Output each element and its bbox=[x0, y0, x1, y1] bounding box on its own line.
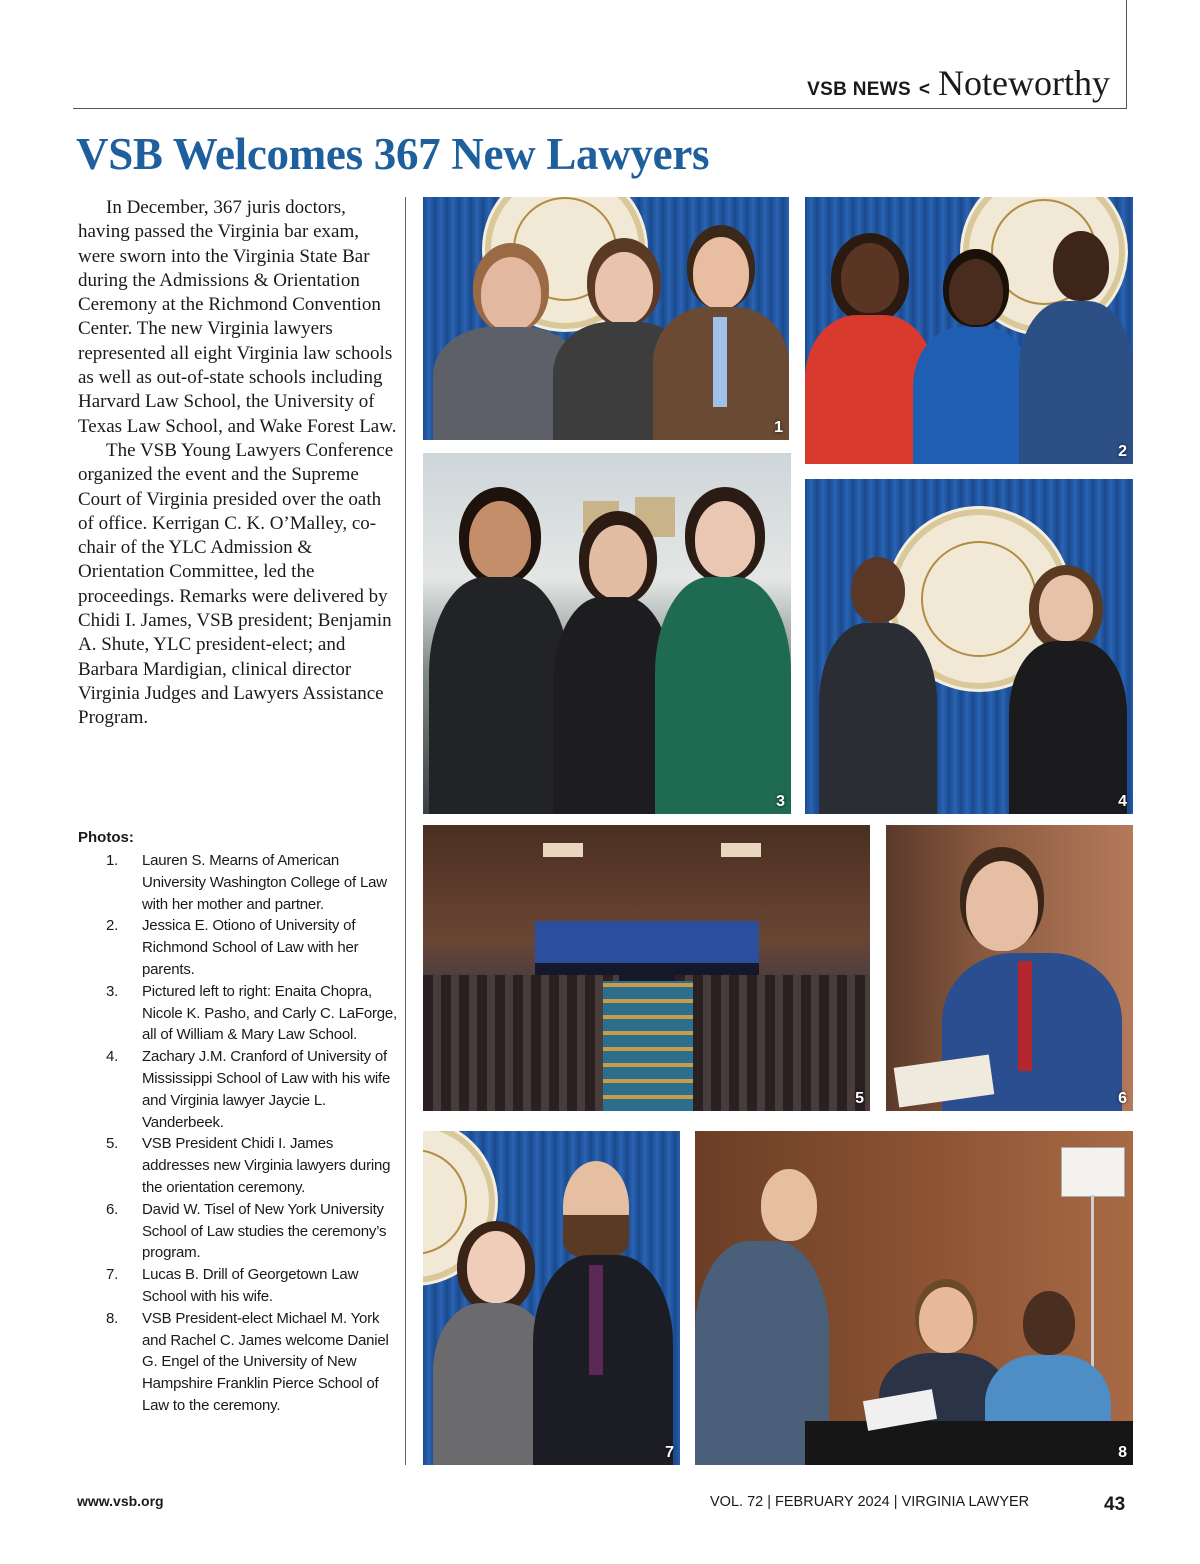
header-horizontal-rule bbox=[73, 108, 1127, 109]
caption-item bbox=[78, 1133, 398, 1198]
sign-image bbox=[635, 497, 675, 537]
caption-text: Zachary J.M. Cranford of University of Mississippi School of Law with his wife and Virginia lawyer Jaycie L. Vanderbeek. bbox=[142, 1048, 391, 1131]
photo-captions bbox=[78, 850, 398, 1417]
caption-number: 4. bbox=[106, 1048, 119, 1066]
caption-item bbox=[78, 1264, 398, 1308]
caption-number: 5. bbox=[106, 1135, 119, 1153]
caption-item bbox=[78, 981, 398, 1046]
section-separator: < bbox=[918, 79, 931, 100]
caption-item bbox=[78, 850, 398, 915]
caption-number: 7. bbox=[106, 1266, 119, 1284]
photo-5 bbox=[423, 825, 870, 1111]
header-vertical-rule bbox=[1126, 0, 1127, 108]
registration-table bbox=[805, 1421, 1133, 1465]
caption-number: 8. bbox=[106, 1309, 119, 1327]
body-paragraph-1: In December, 367 juris doctors, having passed the Virginia bar exam, were sworn into the Virginia State Bar during the Admissions & Orientation Ceremony at the Richmond Convention Center. The new Virginia lawyers represented all eight Virginia law schools as well as out-of-state schools including Harvard Law School, the University of Texas Law School, and Wake Forest Law. bbox=[78, 197, 397, 437]
photo-2 bbox=[805, 197, 1133, 464]
light-fixture bbox=[721, 843, 761, 857]
photo-7 bbox=[423, 1131, 680, 1465]
photo-number: 5 bbox=[855, 1090, 864, 1107]
photo-8 bbox=[695, 1131, 1133, 1465]
caption-number: 2. bbox=[106, 917, 119, 935]
photo-number: 1 bbox=[774, 419, 783, 436]
photo-number: 6 bbox=[1118, 1090, 1127, 1107]
photo-4 bbox=[805, 479, 1133, 814]
photo-number: 8 bbox=[1118, 1444, 1127, 1461]
photos-label: Photos: bbox=[78, 829, 134, 846]
photo-6 bbox=[886, 825, 1133, 1111]
stage-backdrop bbox=[535, 921, 759, 969]
caption-text: VSB President Chidi I. James addresses new Virginia lawyers during the orientation ceremony. bbox=[142, 1135, 391, 1196]
caption-text: Pictured left to right: Enaita Chopra, Nicole K. Pasho, and Carly C. LaForge, all of William & Mary Law School. bbox=[142, 982, 398, 1044]
article-headline: VSB Welcomes 367 New Lawyers bbox=[76, 129, 710, 179]
audience bbox=[423, 975, 619, 1111]
caption-text: Lucas B. Drill of Georgetown Law School with his wife. bbox=[142, 1266, 359, 1305]
caption-item bbox=[78, 1199, 398, 1264]
caption-text: Lauren S. Mearns of American University Washington College of Law with her mother and partner. bbox=[142, 852, 387, 913]
photo-number: 7 bbox=[665, 1444, 674, 1461]
caption-text: David W. Tisel of New York University School of Law studies the ceremony’s program. bbox=[142, 1200, 387, 1262]
caption-number: 3. bbox=[106, 982, 119, 1000]
audience bbox=[675, 975, 870, 1111]
section-header bbox=[807, 62, 1110, 104]
footer-issue: VOL. 72 | FEBRUARY 2024 | VIRGINIA LAWYER bbox=[710, 1494, 1030, 1510]
subsection-name: Noteworthy bbox=[938, 63, 1110, 103]
photo-1 bbox=[423, 197, 789, 440]
photo-number: 4 bbox=[1118, 793, 1127, 810]
carpet-aisle bbox=[603, 981, 693, 1111]
light-fixture bbox=[543, 843, 583, 857]
caption-text: VSB President-elect Michael M. York and Rachel C. James welcome Daniel G. Engel of the University of New Hampshire Franklin Pierce School of Law to the ceremony. bbox=[142, 1309, 389, 1414]
caption-number: 1. bbox=[106, 852, 119, 869]
section-name: VSB NEWS bbox=[807, 79, 911, 100]
caption-item bbox=[78, 1046, 398, 1133]
caption-number: 6. bbox=[106, 1200, 119, 1218]
article-body bbox=[78, 196, 400, 731]
photo-number: 2 bbox=[1118, 443, 1127, 460]
body-paragraph-2: The VSB Young Lawyers Conference organized the event and the Supreme Court of Virginia presided over the oath of office. Kerrigan C. K. O’Malley, co-chair of the YLC Admission & Orientation Committee, led the proceedings. Remarks were delivered by Chidi I. James, VSB president; Benjamin A. Shute, YLC president-elect; and Barbara Mardigian, clinical director Virginia Judges and Lawyers Assistance Program. bbox=[78, 439, 394, 729]
footer-url: www.vsb.org bbox=[77, 1493, 164, 1509]
page-number: 43 bbox=[1104, 1494, 1126, 1515]
caption-item bbox=[78, 915, 398, 980]
out-of-state-sign bbox=[1061, 1147, 1125, 1197]
photo-number: 3 bbox=[776, 793, 785, 810]
column-divider bbox=[405, 197, 406, 1465]
caption-item bbox=[78, 1308, 398, 1417]
caption-text: Jessica E. Otiono of University of Richmond School of Law with her parents. bbox=[142, 917, 359, 978]
photo-3 bbox=[423, 453, 791, 814]
